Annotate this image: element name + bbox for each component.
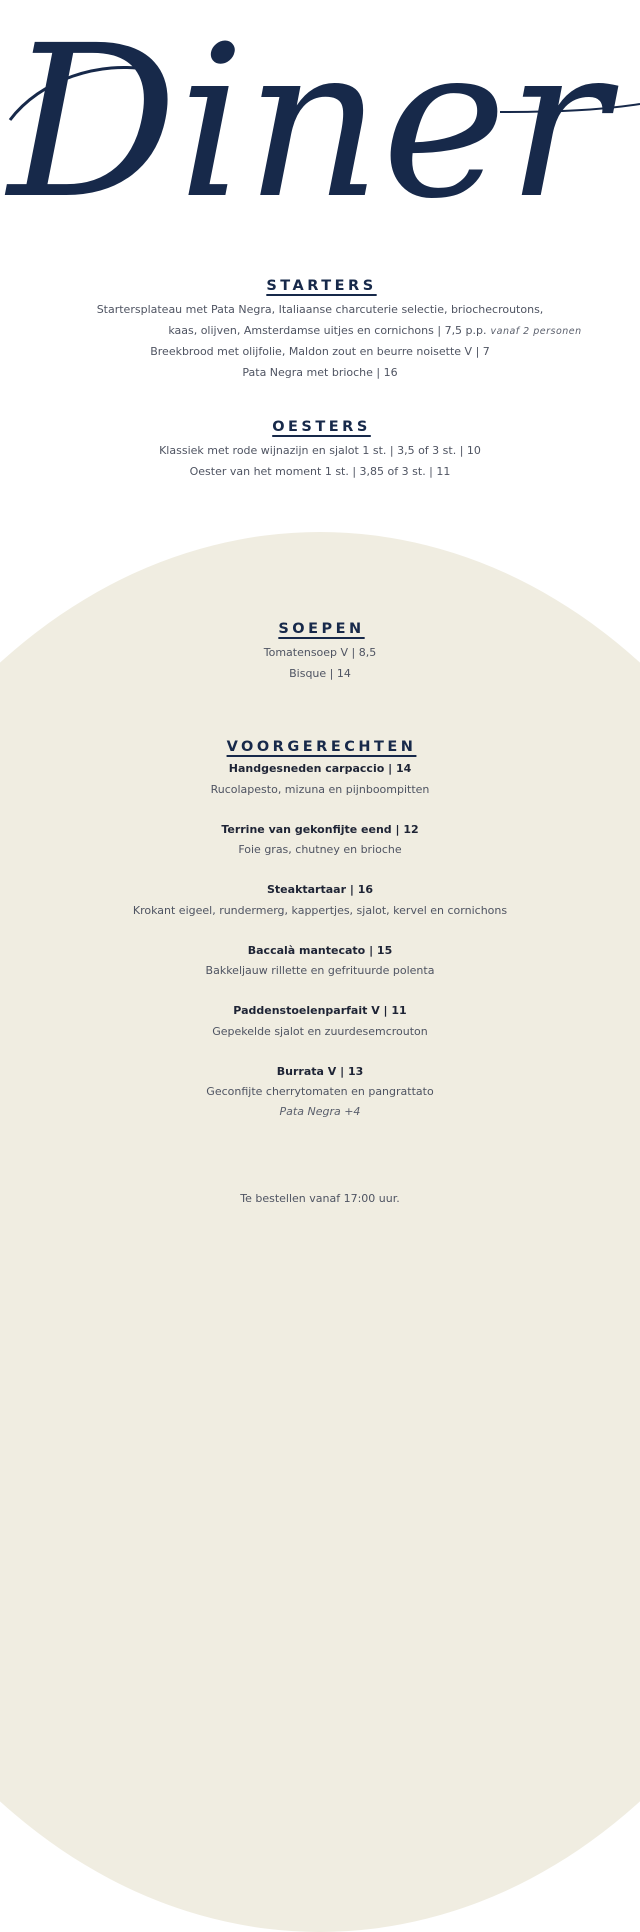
oesters-line-2: Oester van het moment 1 st. | 3,85 of 3 st. | 11 (189, 464, 451, 478)
starters-note: vanaf 2 personen (490, 325, 582, 337)
dish-description: Bakkeljauw rillette en gefrituurde polenta (205, 964, 435, 977)
starters-line-1: Startersplateau met Pata Negra, Italiaanse charcuterie selectie, briochecroutons, (96, 303, 544, 316)
title-script (0, 0, 640, 240)
starters-line-2 (0, 321, 640, 343)
voorgerechten-heading: VOORGERECHTEN (226, 739, 417, 755)
footer-note: Te bestellen vanaf 17:00 uur. (240, 1192, 400, 1205)
dish-description: Geconfijte cherrytomaten en pangrattato (206, 1085, 434, 1098)
oesters-heading: OESTERS (272, 419, 371, 435)
dish-title: Handgesneden carpaccio | 14 (228, 762, 412, 775)
soepen-line-2: Bisque | 14 (289, 666, 351, 680)
dish-item (0, 1001, 640, 1042)
soepen-heading: SOEPEN (278, 621, 365, 637)
section-soepen (0, 621, 640, 684)
dish-item (0, 880, 640, 921)
dish-description: Rucolapesto, mizuna en pijnboompitten (210, 782, 430, 796)
dish-title: Paddenstoelenparfait V | 11 (233, 1004, 407, 1017)
dish-title: Terrine van gekonfijte eend | 12 (221, 822, 419, 836)
oesters-line-1: Klassiek met rode wijnazijn en sjalot 1 st. | 3,5 of 3 st. | 10 (159, 444, 481, 457)
section-starters (0, 278, 640, 383)
starters-line-2-text: kaas, olijven, Amsterdamse uitjes en cornichons | 7,5 p.p. (168, 323, 487, 337)
dish-item (0, 759, 640, 800)
dish-description: Gepekelde sjalot en zuurdesemcrouton (212, 1024, 428, 1038)
dish-extra: Pata Negra +4 (279, 1104, 361, 1118)
dish-title: Burrata V | 13 (276, 1064, 364, 1078)
dish-title: Steaktartaar | 16 (267, 883, 373, 896)
starters-line-4: Pata Negra met brioche | 16 (242, 365, 398, 379)
dish-item (0, 1062, 640, 1121)
dish-item (0, 820, 640, 861)
section-oesters (0, 419, 640, 482)
page-title: Diner (3, 0, 619, 240)
dish-item (0, 941, 640, 982)
soepen-line-1: Tomatensoep V | 8,5 (263, 646, 377, 659)
starters-heading: STARTERS (266, 278, 377, 294)
dish-title: Baccalà mantecato | 15 (247, 943, 393, 957)
starters-line-3: Breekbrood met olijfolie, Maldon zout en beurre noisette V | 7 (150, 345, 490, 358)
dish-description: Krokant eigeel, rundermerg, kappertjes, sjalot, kervel en cornichons (132, 903, 508, 917)
section-voorgerechten (0, 739, 640, 1140)
dish-description: Foie gras, chutney en brioche (238, 843, 402, 856)
